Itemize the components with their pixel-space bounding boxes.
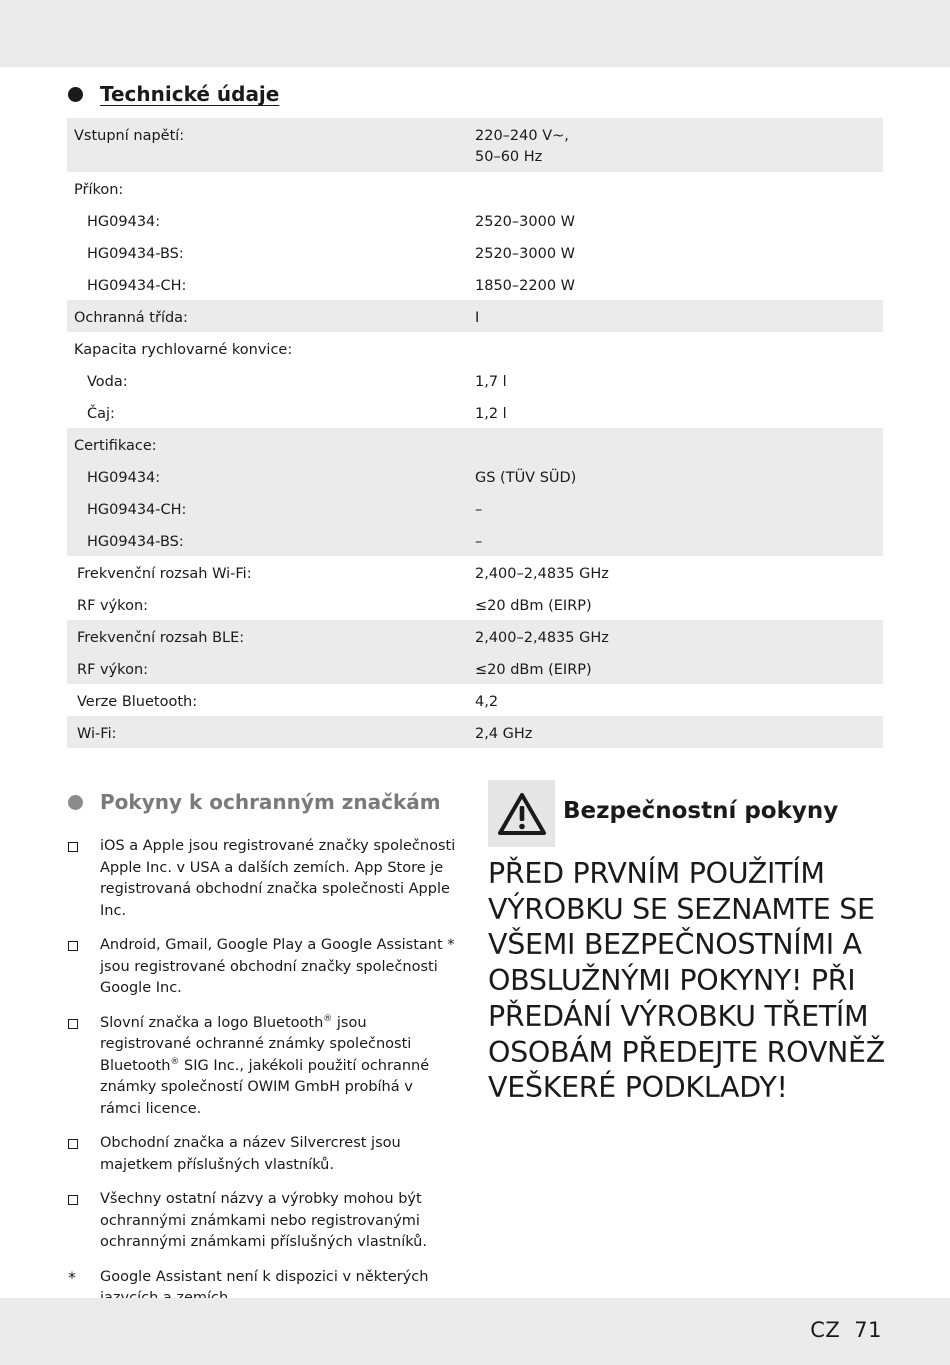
table-row <box>67 236 883 268</box>
spec-value: 1,2 l <box>475 406 507 422</box>
spec-value: 2520–3000 W <box>475 214 575 230</box>
language-code: CZ <box>810 1318 841 1342</box>
list-item <box>68 935 458 1000</box>
spec-value <box>468 332 883 340</box>
spec-value: 50–60 Hz <box>475 149 543 165</box>
spec-label: HG09434: <box>87 214 161 230</box>
spec-label: Wi-Fi: <box>77 726 117 742</box>
spec-value: ≤20 dBm (EIRP) <box>475 598 592 614</box>
spec-label: HG09434-BS: <box>87 534 184 550</box>
spec-value: – <box>475 534 483 550</box>
checkbox-bullet-icon <box>68 1013 100 1121</box>
checkbox-bullet-icon <box>68 1189 100 1254</box>
footer-band <box>0 1298 950 1365</box>
table-row <box>67 118 883 172</box>
trademark-title: Pokyny k ochranným značkám <box>100 790 441 814</box>
table-row <box>67 364 883 396</box>
checkbox-bullet-icon <box>68 935 100 1000</box>
section-bullet-icon <box>68 795 83 810</box>
safety-warning-text: PŘED PRVNÍM POUŽITÍM VÝROBKU SE SEZNAMTE SE VŠEMI BEZPEČNOSTNÍMI A OBSLUŽNÝMI POKYNY! PŘI PŘEDÁNÍ VÝROBKU TŘETÍM OSOBÁM PŘEDEJTE ROVNĚŽ VEŠKERÉ PODKLADY! <box>488 857 885 1105</box>
spec-label: Verze Bluetooth: <box>77 694 198 710</box>
page-number: 71 <box>854 1318 882 1342</box>
technical-data-title: Technické údaje <box>100 82 280 106</box>
spec-value: 1,7 l <box>475 374 507 390</box>
spec-value: 4,2 <box>475 694 499 710</box>
table-row <box>67 204 883 236</box>
table-row <box>67 492 883 524</box>
list-item-text: Všechny ostatní názvy a výrobky mohou být ochrannými známkami nebo registrovanými ochrannými známkami příslušných vlastníků. <box>100 1191 427 1250</box>
table-row <box>67 652 883 684</box>
table-row <box>67 556 883 588</box>
trademark-heading <box>68 790 441 814</box>
technical-data-heading <box>68 82 279 106</box>
table-row <box>67 460 883 492</box>
spec-label: Certifikace: <box>74 438 157 454</box>
table-row <box>67 620 883 652</box>
spec-value: ≤20 dBm (EIRP) <box>475 662 592 678</box>
table-row <box>67 716 883 748</box>
footnote-mark: * <box>68 1267 76 1287</box>
checkbox-bullet-icon <box>68 1133 100 1176</box>
spec-value: 1850–2200 W <box>475 278 575 294</box>
spec-label: HG09434: <box>87 470 161 486</box>
list-item-text: Slovní značka a logo Bluetooth® jsou registrované ochranné známky společnosti Bluetooth® SIG Inc., jakékoli použití ochranné známky společností OWIM GmbH probíhá v rámci licence. <box>100 1013 430 1117</box>
spec-value <box>468 172 883 180</box>
spec-label: Kapacita rychlovarné konvice: <box>74 342 293 358</box>
spec-label: HG09434-BS: <box>87 246 184 262</box>
list-item <box>68 1013 458 1121</box>
spec-label: Voda: <box>87 374 128 390</box>
technical-data-table <box>67 118 883 748</box>
table-row <box>67 524 883 556</box>
spec-value: 2,400–2,4835 GHz <box>475 566 609 582</box>
spec-label: RF výkon: <box>77 662 149 678</box>
table-row <box>67 332 883 364</box>
table-row <box>67 172 883 204</box>
page-footer <box>810 1318 882 1342</box>
spec-label: HG09434-CH: <box>87 278 187 294</box>
list-item <box>68 1189 458 1254</box>
spec-label: Vstupní napětí: <box>74 128 185 144</box>
spec-label: Ochranná třída: <box>74 310 188 326</box>
trademark-list <box>68 836 458 1323</box>
list-item-text: Android, Gmail, Google Play a Google Assistant * jsou registrované obchodní značky společnosti Google Inc. <box>100 937 455 996</box>
table-row <box>67 588 883 620</box>
spec-value: GS (TÜV SÜD) <box>475 470 577 486</box>
spec-label: Frekvenční rozsah Wi-Fi: <box>77 566 252 582</box>
table-row <box>67 396 883 428</box>
section-bullet-icon <box>68 87 83 102</box>
list-item-text: iOS a Apple jsou registrované značky společnosti Apple Inc. v USA a dalších zemích. App Store je registrovaná obchodní značka společnosti Apple Inc. <box>100 838 456 919</box>
spec-value: 2520–3000 W <box>475 246 575 262</box>
header-band <box>0 0 950 67</box>
list-item-text: Obchodní značka a název Silvercrest jsou majetkem příslušných vlastníků. <box>100 1135 401 1173</box>
spec-label: RF výkon: <box>77 598 149 614</box>
safety-title: Bezpečnostní pokyny <box>563 798 839 824</box>
spec-value: – <box>475 502 483 518</box>
footnote-text: Google Assistant není k dispozici v některých <box>100 1268 429 1285</box>
spec-value: I <box>475 310 480 326</box>
spec-label: Frekvenční rozsah BLE: <box>77 630 245 646</box>
spec-label: Čaj: <box>87 406 115 422</box>
table-row <box>67 300 883 332</box>
spec-value: 220–240 V~, <box>475 128 569 144</box>
spec-value: 2,4 GHz <box>475 726 533 742</box>
spec-label: Příkon: <box>74 182 124 198</box>
table-row <box>67 268 883 300</box>
list-item <box>68 1133 458 1176</box>
table-row <box>67 428 883 460</box>
checkbox-bullet-icon <box>68 836 100 922</box>
spec-value <box>468 428 883 436</box>
list-item <box>68 836 458 922</box>
spec-value: 2,400–2,4835 GHz <box>475 630 609 646</box>
spec-label: HG09434-CH: <box>87 502 187 518</box>
table-row <box>67 684 883 716</box>
warning-triangle-icon <box>488 780 555 847</box>
